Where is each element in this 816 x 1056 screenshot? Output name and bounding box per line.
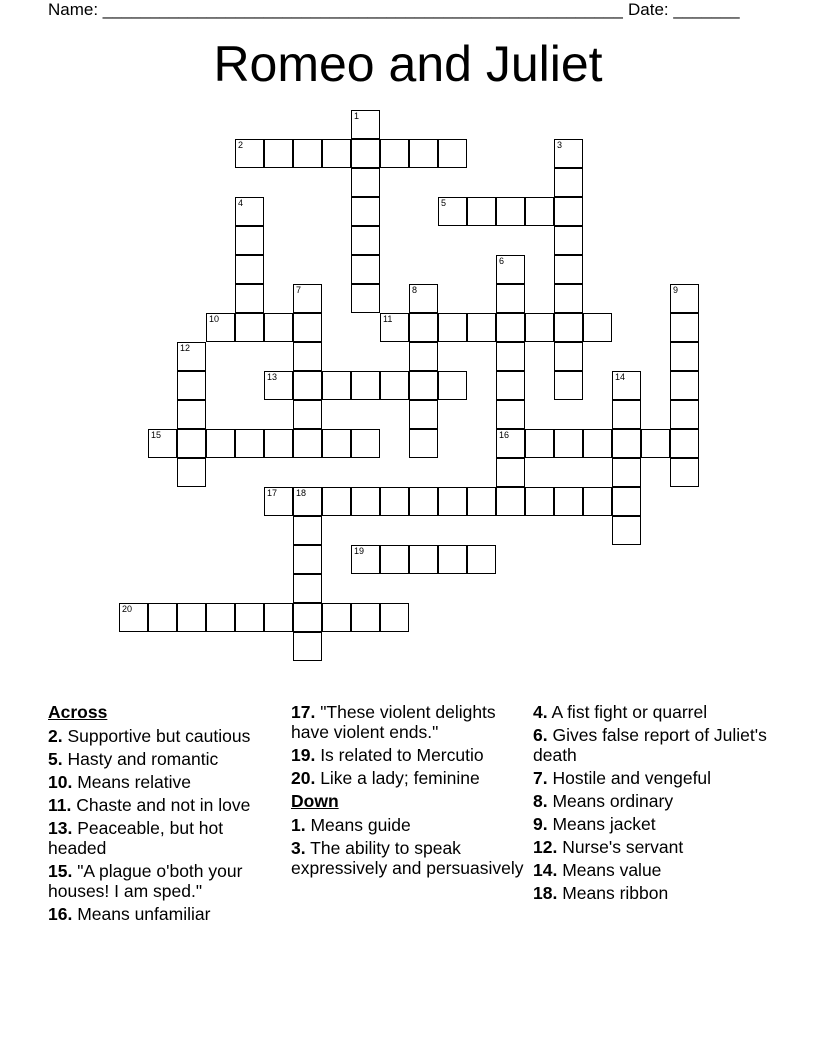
crossword-cell[interactable] [670, 371, 699, 400]
crossword-cell[interactable] [583, 429, 612, 458]
date-field[interactable]: Date: _______ [628, 0, 740, 19]
clue-number: 9. [533, 814, 548, 834]
crossword-cell[interactable] [496, 255, 525, 284]
crossword-cell[interactable] [583, 487, 612, 516]
crossword-cell[interactable] [670, 400, 699, 429]
crossword-cell[interactable] [554, 313, 583, 342]
crossword-cell[interactable] [467, 545, 496, 574]
clue-number: 11. [48, 795, 72, 815]
crossword-cell[interactable] [496, 429, 525, 458]
crossword-cell[interactable] [264, 313, 293, 342]
crossword-cell[interactable] [380, 603, 409, 632]
crossword-cell[interactable] [351, 110, 380, 139]
clue-text: Means ribbon [557, 883, 669, 903]
clue-text: Means guide [305, 815, 411, 835]
crossword-cell[interactable] [293, 545, 322, 574]
crossword-cell[interactable] [293, 313, 322, 342]
cell-number: 4 [238, 198, 244, 208]
crossword-cell[interactable] [525, 487, 554, 516]
crossword-cell[interactable] [293, 400, 322, 429]
crossword-cell[interactable] [177, 458, 206, 487]
clue-number: 10. [48, 772, 73, 792]
crossword-cell[interactable] [380, 313, 409, 342]
crossword-cell[interactable] [264, 487, 293, 516]
crossword-cell[interactable] [264, 139, 293, 168]
clue-text: Means value [557, 860, 662, 880]
clue-item [48, 861, 284, 901]
clue-item [533, 883, 769, 903]
crossword-cell[interactable] [670, 342, 699, 371]
crossword-cell[interactable] [670, 429, 699, 458]
crossword-cell[interactable] [438, 371, 467, 400]
clue-item [533, 860, 769, 880]
crossword-cell[interactable] [235, 284, 264, 313]
crossword-cell[interactable] [438, 139, 467, 168]
crossword-cell[interactable] [496, 400, 525, 429]
clue-item [291, 768, 527, 788]
crossword-cell[interactable] [612, 516, 641, 545]
crossword-cell[interactable] [496, 458, 525, 487]
crossword-cell[interactable] [554, 371, 583, 400]
clue-number: 1. [291, 815, 306, 835]
crossword-cell[interactable] [177, 400, 206, 429]
crossword-cell[interactable] [351, 255, 380, 284]
crossword-cell[interactable] [525, 197, 554, 226]
clue-text: Hasty and romantic [62, 749, 219, 769]
crossword-cell[interactable] [409, 400, 438, 429]
crossword-cell[interactable] [322, 487, 351, 516]
crossword-cell[interactable] [554, 429, 583, 458]
clue-column-2 [291, 702, 527, 881]
crossword-cell[interactable] [641, 429, 670, 458]
crossword-cell[interactable] [293, 487, 322, 516]
cell-number: 20 [122, 604, 133, 614]
crossword-cell[interactable] [554, 139, 583, 168]
clue-number: 2. [48, 726, 63, 746]
clue-item [48, 904, 284, 924]
clue-text: Hostile and vengeful [547, 768, 712, 788]
cell-number: 18 [296, 488, 307, 498]
clue-text: Means jacket [547, 814, 656, 834]
cell-number: 7 [296, 285, 302, 295]
clue-number: 15. [48, 861, 73, 881]
crossword-cell[interactable] [206, 603, 235, 632]
clue-item [48, 818, 284, 858]
crossword-cell[interactable] [293, 342, 322, 371]
page-title: Romeo and Juliet [213, 36, 603, 92]
crossword-cell[interactable] [380, 545, 409, 574]
clue-item [291, 838, 527, 878]
clue-text: Gives false report of Juliet's death [533, 725, 767, 765]
cell-number: 13 [267, 372, 278, 382]
clue-item [48, 772, 284, 792]
crossword-cell[interactable] [612, 487, 641, 516]
cell-number: 19 [354, 546, 365, 556]
cell-number: 6 [499, 256, 505, 266]
crossword-cell[interactable] [670, 284, 699, 313]
cell-number: 2 [238, 140, 244, 150]
clue-item [533, 768, 769, 788]
clue-number: 18. [533, 883, 558, 903]
crossword-cell[interactable] [496, 284, 525, 313]
crossword-cell[interactable] [409, 371, 438, 400]
clue-number: 8. [533, 791, 548, 811]
clue-number: 12. [533, 837, 558, 857]
crossword-cell[interactable] [409, 545, 438, 574]
clue-text: Chaste and not in love [71, 795, 251, 815]
clue-number: 6. [533, 725, 548, 745]
crossword-cell[interactable] [148, 603, 177, 632]
crossword-cell[interactable] [467, 313, 496, 342]
crossword-cell[interactable] [409, 139, 438, 168]
crossword-cell[interactable] [322, 429, 351, 458]
clue-text: Means unfamiliar [72, 904, 211, 924]
crossword-cell[interactable] [467, 197, 496, 226]
crossword-cell[interactable] [525, 429, 554, 458]
crossword-cell[interactable] [177, 603, 206, 632]
clue-number: 4. [533, 702, 548, 722]
clue-column-3 [533, 702, 769, 906]
crossword-cell[interactable] [351, 371, 380, 400]
crossword-cell[interactable] [409, 313, 438, 342]
clue-section-heading: Across [48, 702, 108, 722]
crossword-cell[interactable] [177, 371, 206, 400]
crossword-cell[interactable] [264, 371, 293, 400]
cell-number: 12 [180, 343, 191, 353]
crossword-cell[interactable] [351, 139, 380, 168]
crossword-cell[interactable] [322, 603, 351, 632]
crossword-cell[interactable] [496, 313, 525, 342]
crossword-cell[interactable] [612, 371, 641, 400]
clue-item [533, 791, 769, 811]
crossword-cell[interactable] [351, 168, 380, 197]
crossword-cell[interactable] [409, 284, 438, 313]
crossword-cell[interactable] [554, 342, 583, 371]
clue-item [291, 815, 527, 835]
cell-number: 10 [209, 314, 220, 324]
crossword-cell[interactable] [351, 545, 380, 574]
crossword-cell[interactable] [264, 603, 293, 632]
clue-item [48, 726, 284, 746]
crossword-cell[interactable] [235, 603, 264, 632]
clue-text: Is related to Mercutio [315, 745, 484, 765]
clue-number: 5. [48, 749, 63, 769]
crossword-cell[interactable] [409, 342, 438, 371]
crossword-cell[interactable] [525, 313, 554, 342]
cell-number: 15 [151, 430, 162, 440]
clue-number: 7. [533, 768, 548, 788]
crossword-cell[interactable] [612, 400, 641, 429]
crossword-cell[interactable] [351, 226, 380, 255]
cell-number: 11 [383, 314, 393, 324]
clue-item [533, 837, 769, 857]
crossword-cell[interactable] [148, 429, 177, 458]
clue-text: Means ordinary [547, 791, 674, 811]
crossword-cell[interactable] [177, 342, 206, 371]
clue-item [291, 702, 527, 742]
crossword-cell[interactable] [496, 342, 525, 371]
clue-number: 19. [291, 745, 316, 765]
crossword-cell[interactable] [351, 284, 380, 313]
crossword-cell[interactable] [380, 371, 409, 400]
clue-item [533, 702, 769, 722]
crossword-cell[interactable] [235, 226, 264, 255]
crossword-cell[interactable] [351, 197, 380, 226]
crossword-cell[interactable] [670, 458, 699, 487]
clue-number: 17. [291, 702, 316, 722]
clue-number: 14. [533, 860, 558, 880]
crossword-cell[interactable] [206, 313, 235, 342]
clue-text: Nurse's servant [557, 837, 684, 857]
crossword-cell[interactable] [293, 632, 322, 661]
clue-text: "A plague o'both your houses! I am sped." [48, 861, 243, 901]
crossword-cell[interactable] [235, 429, 264, 458]
crossword-cell[interactable] [554, 255, 583, 284]
cell-number: 17 [267, 488, 278, 498]
crossword-cell[interactable] [554, 197, 583, 226]
clue-item [533, 814, 769, 834]
cell-number: 9 [673, 285, 679, 295]
clue-number: 16. [48, 904, 73, 924]
clue-number: 20. [291, 768, 316, 788]
crossword-cell[interactable] [670, 313, 699, 342]
cell-number: 1 [354, 111, 360, 121]
crossword-cell[interactable] [583, 313, 612, 342]
clue-text: Supportive but cautious [62, 726, 251, 746]
crossword-cell[interactable] [612, 458, 641, 487]
crossword-cell[interactable] [293, 516, 322, 545]
clue-section-heading: Down [291, 791, 339, 811]
crossword-cell[interactable] [612, 429, 641, 458]
crossword-cell[interactable] [264, 429, 293, 458]
cell-number: 5 [441, 198, 447, 208]
crossword-cell[interactable] [380, 139, 409, 168]
crossword-cell[interactable] [438, 313, 467, 342]
crossword-cell[interactable] [351, 603, 380, 632]
crossword-cell[interactable] [409, 487, 438, 516]
clue-number: 13. [48, 818, 73, 838]
crossword-cell[interactable] [351, 487, 380, 516]
crossword-cell[interactable] [380, 487, 409, 516]
name-field[interactable]: Name: _______________________________________________________ [48, 0, 623, 19]
clue-text: "These violent delights have violent ends." [291, 702, 496, 742]
crossword-cell[interactable] [554, 168, 583, 197]
crossword-cell[interactable] [293, 574, 322, 603]
clue-item [533, 725, 769, 765]
crossword-cell[interactable] [467, 487, 496, 516]
crossword-cell[interactable] [554, 487, 583, 516]
crossword-cell[interactable] [177, 429, 206, 458]
crossword-cell[interactable] [554, 226, 583, 255]
clue-text: Means relative [72, 772, 191, 792]
clue-column-1 [48, 702, 284, 927]
clue-text: The ability to speak expressively and persuasively [291, 838, 524, 878]
crossword-cell[interactable] [293, 284, 322, 313]
clue-item [291, 745, 527, 765]
crossword-cell[interactable] [235, 255, 264, 284]
crossword-cell[interactable] [351, 429, 380, 458]
crossword-cell[interactable] [235, 313, 264, 342]
cell-number: 14 [615, 372, 626, 382]
clue-item [48, 749, 284, 769]
crossword-cell[interactable] [119, 603, 148, 632]
cell-number: 16 [499, 430, 510, 440]
clue-text: Like a lady; feminine [315, 768, 480, 788]
clue-item [48, 795, 284, 815]
cell-number: 3 [557, 140, 563, 150]
crossword-cell[interactable] [438, 545, 467, 574]
crossword-cell[interactable] [409, 429, 438, 458]
crossword-cell[interactable] [496, 197, 525, 226]
crossword-cell[interactable] [293, 429, 322, 458]
crossword-cell[interactable] [322, 371, 351, 400]
clue-text: Peaceable, but hot headed [48, 818, 224, 858]
clue-text: A fist fight or quarrel [547, 702, 708, 722]
clue-number: 3. [291, 838, 306, 858]
crossword-cell[interactable] [235, 139, 264, 168]
crossword-cell[interactable] [206, 429, 235, 458]
crossword-cell[interactable] [293, 139, 322, 168]
crossword-cell[interactable] [438, 197, 467, 226]
crossword-cell[interactable] [496, 371, 525, 400]
cell-number: 8 [412, 285, 418, 295]
crossword-cell[interactable] [438, 487, 467, 516]
crossword-cell[interactable] [293, 603, 322, 632]
crossword-cell[interactable] [293, 371, 322, 400]
crossword-cell[interactable] [496, 487, 525, 516]
crossword-cell[interactable] [322, 139, 351, 168]
crossword-cell[interactable] [235, 197, 264, 226]
crossword-cell[interactable] [554, 284, 583, 313]
